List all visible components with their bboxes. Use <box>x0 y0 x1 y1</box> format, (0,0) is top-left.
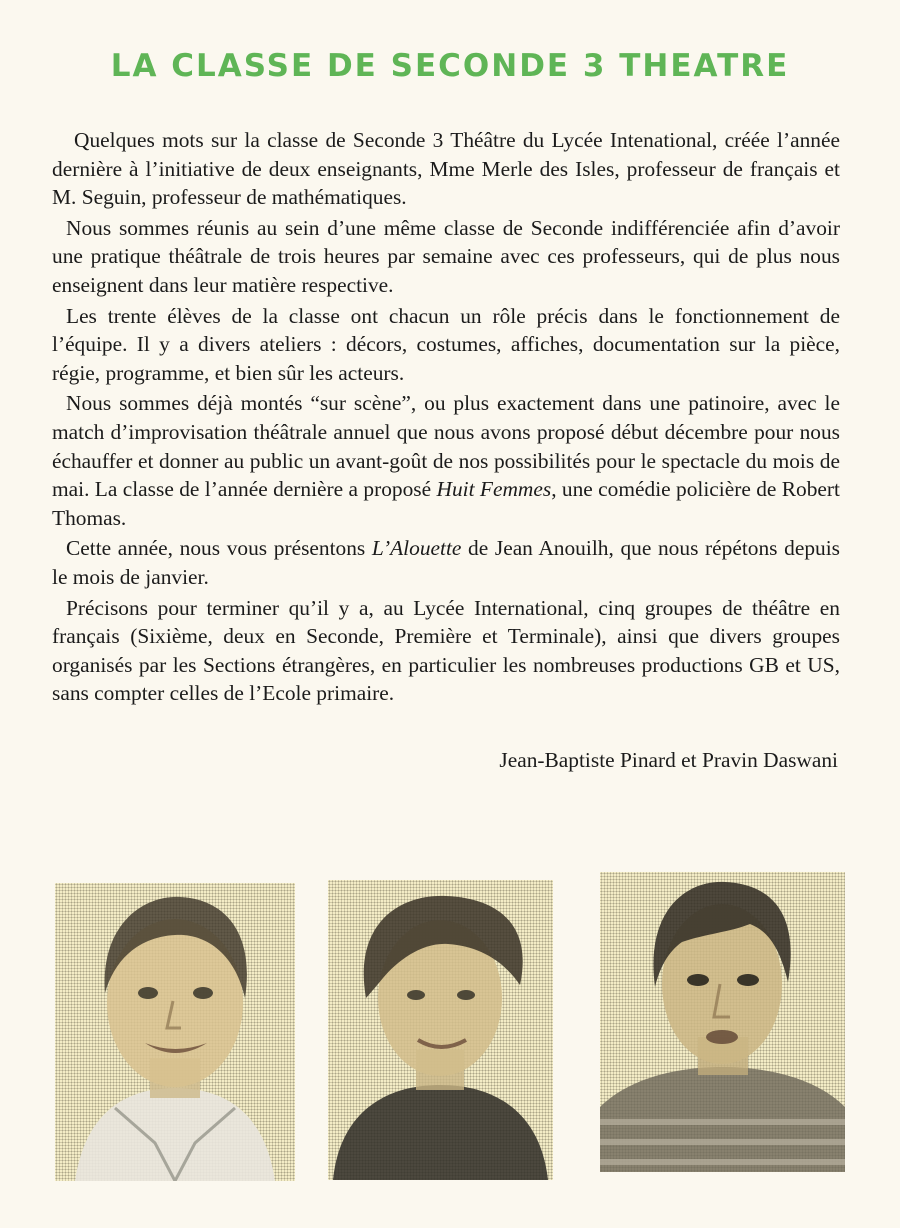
student-photo-left <box>55 883 295 1181</box>
play-title-alouette: L’Alouette <box>371 536 462 561</box>
page-title: LA CLASSE DE SECONDE 3 THEATRE <box>110 48 790 84</box>
portrait-illustration <box>328 880 553 1180</box>
paragraph-alouette-end: de Jean Anouilh, que nous répétons depuis le mois de janvier. <box>52 536 840 589</box>
article-body <box>52 126 840 710</box>
student-photo-center <box>328 880 553 1180</box>
student-photo-right <box>600 872 845 1172</box>
paragraph-class: Nous sommes réunis au sein d’une même classe de Seconde indifférenciée afin d’avoir une pratique théâtrale de trois heures par semaine avec ces professeurs, qui de plus nous enseignent dans leur matière respective. <box>52 215 840 297</box>
paragraph-alouette <box>52 534 840 591</box>
paragraph-improvisation-text: Nous sommes déjà montés “sur scène”, ou plus exactement dans une patinoire, avec le match d’improvisation théâtrale annuel que nous avons proposé début décembre pour nous échauffer et donner au public un avant-goût de nos possibilités pour le spectacle du mois de mai. La classe de l’année dernière a proposé <box>52 391 840 502</box>
portrait-illustration <box>55 883 295 1181</box>
author-signature: Jean-Baptiste Pinard et Pravin Daswani <box>499 748 838 772</box>
paragraph-alouette-text: Cette année, nous vous présentons <box>66 536 372 561</box>
paragraph-improvisation <box>52 389 840 532</box>
portrait-illustration <box>600 872 845 1172</box>
paragraph-ateliers: Les trente élèves de la classe ont chacun un rôle précis dans le fonctionnement de l’équipe. Il y a divers ateliers : décors, costumes, affiches, documentation sur la pièce, régie, programme, et bien sûr les acteurs. <box>52 303 840 385</box>
play-title-huit-femmes: Huit Femmes <box>436 477 552 502</box>
paragraph-improvisation-end: , une comédie policière de Robert Thomas. <box>52 477 840 530</box>
paragraph-intro: Quelques mots sur la classe de Seconde 3 Théâtre du Lycée Intenational, créée l’année dernière à l’initiative de deux enseignants, Mme Merle des Isles, professeur de français et M. Seguin, professeur de mathématiques. <box>52 128 840 210</box>
paragraph-conclusion: Précisons pour terminer qu’il y a, au Lycée International, cinq groupes de théâtre en français (Sixième, deux en Seconde, Première et Terminale), ainsi que divers groupes organisés par les Sections étrangères, en particulier les nombreuses productions GB et US, sans compter celles de l’Ecole primaire. <box>52 595 840 706</box>
